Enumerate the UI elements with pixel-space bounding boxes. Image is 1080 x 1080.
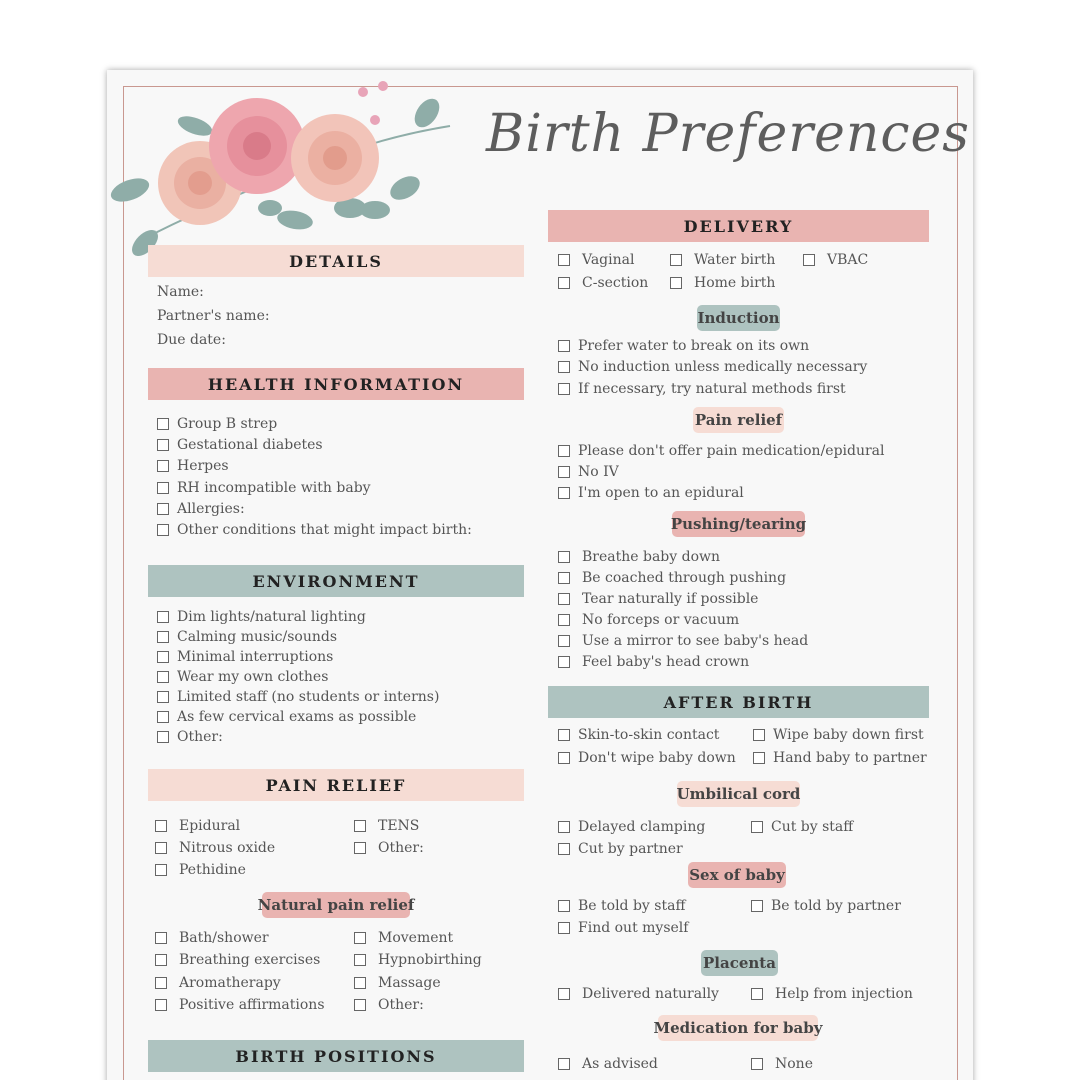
checkbox-label: Aromatherapy	[179, 975, 281, 991]
checkbox-label: Massage	[378, 975, 441, 991]
checkbox-item[interactable]	[157, 707, 416, 727]
checkbox-label: Allergies:	[177, 501, 245, 517]
checkbox-item[interactable]	[558, 1054, 658, 1074]
checkbox-icon[interactable]	[157, 418, 169, 430]
checkbox-icon[interactable]	[558, 988, 570, 1000]
checkbox-icon[interactable]	[558, 593, 570, 605]
checkbox-icon[interactable]	[354, 954, 366, 966]
checkbox-icon[interactable]	[751, 1058, 763, 1070]
checkbox-icon[interactable]	[558, 551, 570, 563]
checkbox-item[interactable]	[558, 589, 758, 609]
checkbox-icon[interactable]	[157, 439, 169, 451]
checkbox-item[interactable]	[558, 984, 719, 1004]
checkbox-label: Wipe baby down first	[773, 727, 924, 743]
checkbox-label: Other:	[378, 840, 424, 856]
checkbox-item[interactable]	[157, 647, 333, 667]
checkbox-label: Epidural	[179, 818, 241, 834]
checkbox-icon[interactable]	[155, 999, 167, 1011]
induction-label: Induction	[697, 305, 780, 331]
partner-name-field-label: Partner's name:	[157, 308, 270, 324]
checkbox-icon[interactable]	[157, 524, 169, 536]
checkbox-item[interactable]	[558, 547, 720, 567]
checkbox-label: As few cervical exams as possible	[177, 709, 417, 725]
checkbox-icon[interactable]	[157, 651, 169, 663]
checkbox-label: Don't wipe baby down	[578, 750, 736, 766]
checkbox-label: If necessary, try natural methods first	[578, 381, 846, 397]
checkbox-label: None	[775, 1056, 813, 1072]
checkbox-label: Breathe baby down	[582, 549, 721, 565]
checkbox-label: Herpes	[177, 458, 229, 474]
checkbox-item[interactable]	[354, 973, 441, 993]
checkbox-icon[interactable]	[558, 383, 570, 395]
checkbox-item[interactable]	[157, 435, 323, 455]
checkbox-icon[interactable]	[558, 277, 570, 289]
checkbox-label: No induction unless medically necessary	[578, 359, 868, 375]
checkbox-item[interactable]	[558, 462, 619, 482]
checkbox-item[interactable]	[558, 817, 705, 837]
after-birth-heading: AFTER BIRTH	[548, 686, 929, 718]
checkbox-item[interactable]	[558, 652, 749, 672]
checkbox-item[interactable]	[558, 896, 685, 916]
checkbox-icon[interactable]	[558, 361, 570, 373]
checkbox-item[interactable]	[751, 896, 901, 916]
checkbox-icon[interactable]	[751, 988, 763, 1000]
placenta-label: Placenta	[701, 950, 778, 976]
checkbox-icon[interactable]	[157, 731, 169, 743]
checkbox-icon[interactable]	[157, 482, 169, 494]
checkbox-label: Minimal interruptions	[177, 649, 334, 665]
checkbox-item[interactable]	[558, 918, 688, 938]
checkbox-icon[interactable]	[157, 711, 169, 723]
checkbox-item[interactable]	[155, 838, 275, 858]
environment-heading: ENVIRONMENT	[148, 565, 524, 597]
checkbox-item[interactable]	[753, 725, 924, 745]
checkbox-icon[interactable]	[558, 572, 570, 584]
checkbox-label: Cut by staff	[771, 819, 854, 835]
checkbox-item[interactable]	[157, 520, 472, 540]
birth-positions-heading: BIRTH POSITIONS	[148, 1040, 524, 1072]
checkbox-item[interactable]	[803, 250, 868, 270]
pain-relief-heading: PAIN RELIEF	[148, 769, 524, 801]
checkbox-label: Prefer water to break on its own	[578, 338, 810, 354]
checkbox-icon[interactable]	[558, 656, 570, 668]
checkbox-label: TENS	[378, 818, 420, 834]
checkbox-icon[interactable]	[753, 752, 765, 764]
checkbox-icon[interactable]	[558, 752, 570, 764]
checkbox-item[interactable]	[558, 568, 786, 588]
checkbox-label: RH incompatible with baby	[177, 480, 371, 496]
checkbox-label: Be told by staff	[578, 898, 686, 914]
checkbox-icon[interactable]	[558, 487, 570, 499]
checkbox-label: C-section	[582, 275, 649, 291]
checkbox-icon[interactable]	[670, 254, 682, 266]
checkbox-item[interactable]	[558, 250, 634, 270]
checkbox-label: Find out myself	[578, 920, 689, 936]
checkbox-label: Hand baby to partner	[773, 750, 927, 766]
checkbox-icon[interactable]	[558, 340, 570, 352]
natural-pain-relief-label: Natural pain relief	[262, 892, 410, 918]
checkbox-label: Use a mirror to see baby's head	[582, 633, 809, 649]
checkbox-item[interactable]	[558, 725, 719, 745]
checkbox-icon[interactable]	[157, 691, 169, 703]
checkbox-label: Other conditions that might impact birth:	[177, 522, 472, 538]
checkbox-icon[interactable]	[753, 729, 765, 741]
checkbox-icon[interactable]	[157, 671, 169, 683]
checkbox-icon[interactable]	[157, 460, 169, 472]
checkbox-item[interactable]	[157, 478, 371, 498]
checkbox-icon[interactable]	[155, 954, 167, 966]
checkbox-label: Be coached through pushing	[582, 570, 787, 586]
checkbox-icon[interactable]	[558, 254, 570, 266]
checkbox-item[interactable]	[751, 984, 913, 1004]
checkbox-label: No IV	[578, 464, 619, 480]
checkbox-icon[interactable]	[558, 466, 570, 478]
checkbox-item[interactable]	[155, 973, 281, 993]
due-date-field-label: Due date:	[157, 332, 226, 348]
checkbox-item[interactable]	[155, 950, 320, 970]
checkbox-item[interactable]	[751, 817, 853, 837]
checkbox-item[interactable]	[558, 839, 683, 859]
checkbox-icon[interactable]	[558, 900, 570, 912]
checkbox-icon[interactable]	[354, 999, 366, 1011]
checkbox-label: Movement	[378, 930, 454, 946]
checkbox-item[interactable]	[558, 631, 808, 651]
checkbox-item[interactable]	[354, 950, 482, 970]
checkbox-icon[interactable]	[558, 843, 570, 855]
checkbox-item[interactable]	[155, 995, 325, 1015]
checkbox-item[interactable]	[354, 928, 453, 948]
checkbox-item[interactable]	[558, 441, 885, 461]
checkbox-icon[interactable]	[803, 254, 815, 266]
checkbox-label: Pethidine	[179, 862, 246, 878]
checkbox-icon[interactable]	[157, 611, 169, 623]
checkbox-label: Skin-to-skin contact	[578, 727, 720, 743]
checkbox-icon[interactable]	[558, 922, 570, 934]
sex-of-baby-label: Sex of baby	[688, 862, 786, 888]
checkbox-icon[interactable]	[558, 821, 570, 833]
details-heading: DETAILS	[148, 245, 524, 277]
checkbox-icon[interactable]	[751, 821, 763, 833]
checkbox-icon[interactable]	[354, 977, 366, 989]
medication-for-baby-label: Medication for baby	[658, 1015, 818, 1041]
checkbox-label: Limited staff (no students or interns)	[177, 689, 440, 705]
checkbox-item[interactable]	[558, 379, 846, 399]
checkbox-icon[interactable]	[354, 820, 366, 832]
checkbox-item[interactable]	[157, 607, 366, 627]
checkbox-label: Nitrous oxide	[179, 840, 276, 856]
health-information-heading: HEALTH INFORMATION	[148, 368, 524, 400]
checkbox-item[interactable]	[670, 250, 775, 270]
checkbox-item[interactable]	[558, 483, 744, 503]
checkbox-label: Dim lights/natural lighting	[177, 609, 366, 625]
checkbox-item[interactable]	[670, 273, 775, 293]
checkbox-item[interactable]	[558, 336, 809, 356]
checkbox-icon[interactable]	[751, 900, 763, 912]
checkbox-item[interactable]	[157, 687, 439, 707]
checkbox-label: Please don't offer pain medication/epidural	[578, 443, 885, 459]
checkbox-item[interactable]	[558, 610, 739, 630]
pain-relief-subheading: Pain relief	[693, 407, 784, 433]
checkbox-item[interactable]	[354, 816, 419, 836]
checkbox-label: Hypnobirthing	[378, 952, 482, 968]
checkbox-label: Wear my own clothes	[177, 669, 329, 685]
rose-bouquet-illustration	[105, 78, 465, 268]
checkbox-label: Water birth	[694, 252, 776, 268]
checkbox-icon[interactable]	[155, 864, 167, 876]
checkbox-icon[interactable]	[558, 614, 570, 626]
checkbox-item[interactable]	[354, 995, 424, 1015]
checkbox-label: Other:	[378, 997, 424, 1013]
page-title: Birth Preferences	[486, 104, 970, 164]
checkbox-item[interactable]	[354, 838, 424, 858]
checkbox-label: Be told by partner	[771, 898, 901, 914]
checkbox-item[interactable]	[558, 748, 736, 768]
checkbox-label: Delivered naturally	[582, 986, 719, 1002]
checkbox-label: Other:	[177, 729, 223, 745]
checkbox-icon[interactable]	[157, 631, 169, 643]
checkbox-icon[interactable]	[155, 820, 167, 832]
checkbox-label: Breathing exercises	[179, 952, 321, 968]
name-field-label: Name:	[157, 284, 204, 300]
checkbox-item[interactable]	[157, 727, 223, 747]
checkbox-item[interactable]	[155, 816, 240, 836]
checkbox-icon[interactable]	[670, 277, 682, 289]
checkbox-icon[interactable]	[155, 932, 167, 944]
checkbox-icon[interactable]	[157, 503, 169, 515]
checkbox-label: Positive affirmations	[179, 997, 325, 1013]
checkbox-item[interactable]	[558, 273, 648, 293]
checkbox-label: I'm open to an epidural	[578, 485, 744, 501]
checkbox-item[interactable]	[558, 357, 867, 377]
umbilical-cord-label: Umbilical cord	[677, 781, 800, 807]
checkbox-label: No forceps or vacuum	[582, 612, 740, 628]
checkbox-icon[interactable]	[558, 729, 570, 741]
checkbox-label: Vaginal	[582, 252, 635, 268]
checkbox-label: Calming music/sounds	[177, 629, 338, 645]
checkbox-label: VBAC	[827, 252, 869, 268]
checkbox-icon[interactable]	[558, 445, 570, 457]
checkbox-label: Help from injection	[775, 986, 913, 1002]
delivery-heading: DELIVERY	[548, 210, 929, 242]
checkbox-label: Group B strep	[177, 416, 278, 432]
checkbox-label: Feel baby's head crown	[582, 654, 750, 670]
checkbox-label: Cut by partner	[578, 841, 683, 857]
checkbox-item[interactable]	[155, 928, 269, 948]
checkbox-item[interactable]	[157, 667, 328, 687]
checkbox-item[interactable]	[157, 456, 229, 476]
checkbox-icon[interactable]	[354, 932, 366, 944]
checkbox-icon[interactable]	[558, 635, 570, 647]
pushing-tearing-label: Pushing/tearing	[672, 511, 805, 537]
checkbox-item[interactable]	[157, 627, 337, 647]
checkbox-icon[interactable]	[354, 842, 366, 854]
checkbox-item[interactable]	[751, 1054, 813, 1074]
checkbox-label: Delayed clamping	[578, 819, 706, 835]
checkbox-icon[interactable]	[155, 842, 167, 854]
checkbox-label: As advised	[582, 1056, 658, 1072]
checkbox-label: Home birth	[694, 275, 776, 291]
checkbox-item[interactable]	[157, 414, 277, 434]
checkbox-item[interactable]	[155, 860, 246, 880]
checkbox-item[interactable]	[753, 748, 927, 768]
checkbox-item[interactable]	[157, 499, 245, 519]
checkbox-label: Bath/shower	[179, 930, 269, 946]
checkbox-label: Gestational diabetes	[177, 437, 323, 453]
checkbox-icon[interactable]	[155, 977, 167, 989]
checkbox-label: Tear naturally if possible	[582, 591, 759, 607]
checkbox-icon[interactable]	[558, 1058, 570, 1070]
